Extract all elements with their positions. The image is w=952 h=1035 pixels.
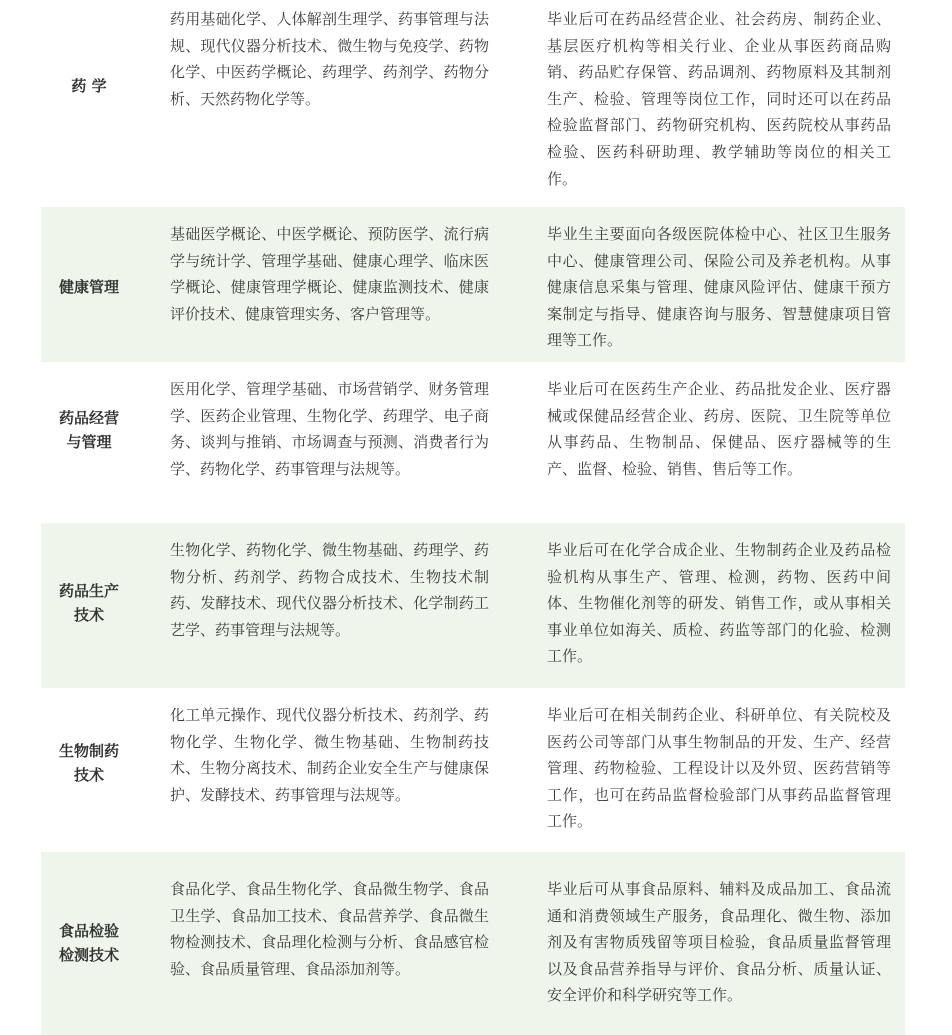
major-name-cell	[41, 6, 137, 202]
major-table	[41, 0, 905, 1035]
major-name: 生物制药 技术	[58, 742, 119, 784]
courses-cell: 医用化学、管理学基础、市场营销学、财务管理学、医药企业管理、生物化学、药理学、电子商务、谈判与推销、市场调查与预测、消费者行为学、药物化学、药事管理与法规等。	[170, 380, 489, 478]
major-name-cell	[41, 876, 137, 1035]
major-name: 药品生产 技术	[58, 581, 119, 624]
career-cell: 毕业后可在化学合成企业、生物制药企业及药品检验机构从事生产、管理、检测，药物、医药中间体、生物催化剂等的研发、销售工作，或从事相关事业单位如海关、质检、药监等部门的化验、检测工作。	[547, 541, 891, 666]
major-name: 健康管理	[58, 277, 119, 296]
major-name: 食品检验 检测技术	[58, 921, 119, 964]
major-name-cell	[41, 702, 137, 852]
career-cell: 毕业后可在药品经营企业、社会药房、制药企业、基层医疗机构等相关行业、企业从事医药商品购销、药品贮存保管、药品调剂、药物原料及其制剂生产、检验、管理等岗位工作，同时还可以在药品检验监督部门、药物研究机构、医药院校从事药品检验、医药科研助理、教学辅助等岗位的相关工作。	[547, 10, 891, 188]
major-name: 药 学	[71, 77, 107, 95]
table-row-pharmacy	[41, 0, 905, 202]
major-name-cell	[41, 537, 137, 688]
career-cell: 毕业后可在相关制药企业、科研单位、有关院校及医药公司等部门从事生物制品的开发、生产、经营管理、药物检验、工程设计以及外贸、医药营销等工作，也可在药品监督检验部门从事药品监督管理工作。	[547, 706, 891, 831]
courses-cell: 食品化学、食品生物化学、食品微生物学、食品卫生学、食品加工技术、食品营养学、食品微生物检测技术、食品理化检测与分析、食品感官检验、食品质量管理、食品添加剂等。	[170, 880, 489, 978]
table-row-biopharma	[41, 688, 905, 852]
career-cell: 毕业后可在医药生产企业、药品批发企业、医疗器械或保健品经营企业、药房、医院、卫生院等单位从事药品、生物制品、保健品、医疗器械等的生产、监督、检验、销售、售后等工作。	[547, 380, 891, 478]
career-cell: 毕业后可从事食品原料、辅料及成品加工、食品流通和消费领域生产服务，食品理化、微生物、添加剂及有害物质残留等项目检验，食品质量监督管理以及食品营养指导与评价、食品分析、质量认证、安全评价和科学研究等工作。	[547, 880, 891, 1005]
table-row-food-testing	[41, 852, 905, 1035]
table-row-drug-production	[41, 523, 905, 688]
major-name: 药品经营 与管理	[58, 408, 119, 451]
courses-cell: 化工单元操作、现代仪器分析技术、药剂学、药物化学、生物化学、微生物基础、生物制药技术、生物分离技术、制药企业安全生产与健康保护、发酵技术、药事管理与法规等。	[170, 706, 489, 804]
courses-cell: 生物化学、药物化学、微生物基础、药理学、药物分析、药剂学、药物合成技术、生物技术制药、发酵技术、现代仪器分析技术、化学制药工艺学、药事管理与法规等。	[170, 541, 489, 639]
table-row-health-management	[41, 207, 905, 362]
courses-cell: 药用基础化学、人体解剖生理学、药事管理与法规、现代仪器分析技术、微生物与免疫学、药物化学、中医药学概论、药理学、药剂学、药物分析、天然药物化学等。	[170, 10, 489, 108]
major-name-cell	[41, 221, 137, 362]
courses-cell: 基础医学概论、中医学概论、预防医学、流行病学与统计学、管理学基础、健康心理学、临床医学概论、健康管理学概论、健康监测技术、健康评价技术、健康管理实务、客户管理等。	[170, 225, 489, 323]
major-name-cell	[41, 376, 137, 523]
table-row-pharma-business	[41, 362, 905, 523]
career-cell: 毕业生主要面向各级医院体检中心、社区卫生服务中心、健康管理公司、保险公司及养老机构。从事健康信息采集与管理、健康风险评估、健康干预方案制定与指导、健康咨询与服务、智慧健康项目管理等工作。	[547, 225, 891, 350]
